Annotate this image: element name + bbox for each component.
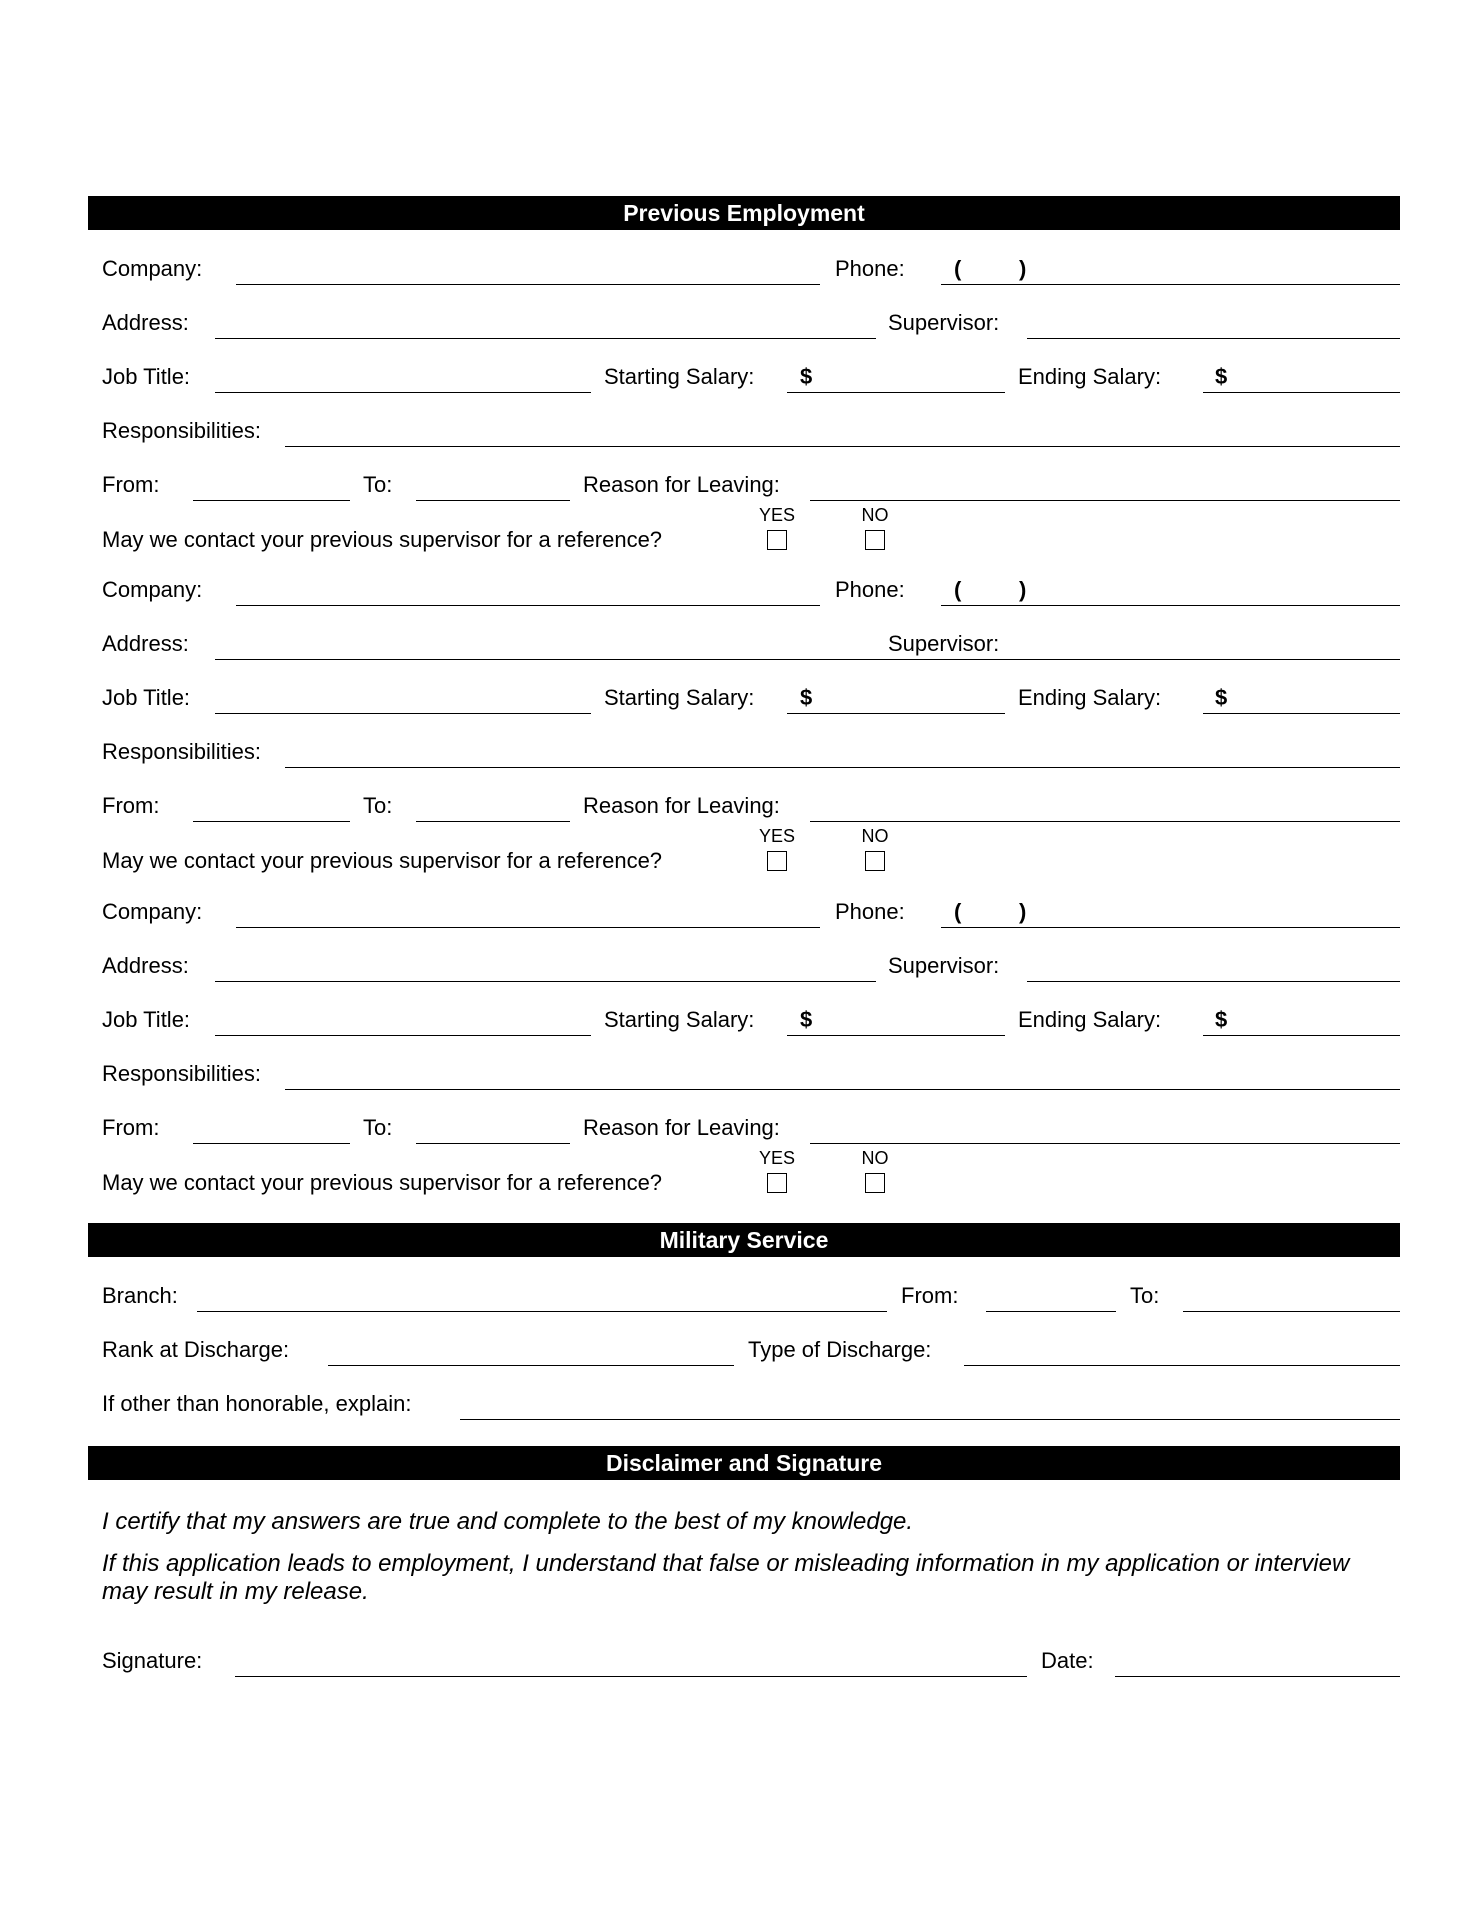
phone-field[interactable] xyxy=(941,605,1400,606)
release-statement: If this application leads to employment, I understand that false or misleading information in my application or interview may result in my release. xyxy=(102,1550,1350,1605)
date-field[interactable] xyxy=(1115,1676,1400,1677)
reason-for-leaving-field[interactable] xyxy=(810,500,1400,501)
to-label: To: xyxy=(363,472,393,497)
military-from-field[interactable] xyxy=(986,1311,1116,1312)
address-field[interactable] xyxy=(215,338,876,339)
from-field[interactable] xyxy=(193,1143,350,1144)
responsibilities-field[interactable] xyxy=(285,446,1400,447)
no-label: NO xyxy=(861,505,889,525)
company-label: Company: xyxy=(102,577,203,602)
yes-label: YES xyxy=(758,826,796,846)
no-label: NO xyxy=(861,826,889,846)
phone-close-paren: ) xyxy=(1019,577,1027,602)
job-title-field[interactable] xyxy=(215,713,591,714)
contact-yes-checkbox[interactable] xyxy=(767,530,787,550)
contact-question: May we contact your previous supervisor for a reference? xyxy=(102,848,663,873)
starting-salary-field[interactable] xyxy=(787,713,1005,714)
ending-salary-label: Ending Salary: xyxy=(1018,685,1162,710)
ending-salary-field[interactable] xyxy=(1203,392,1400,393)
phone-open-paren: ( xyxy=(954,577,962,602)
supervisor-label: Supervisor: xyxy=(888,631,1000,656)
rank-at-discharge-field[interactable] xyxy=(328,1365,734,1366)
section-header-disclaimer-signature: Disclaimer and Signature xyxy=(88,1446,1400,1480)
supervisor-field[interactable] xyxy=(1027,338,1400,339)
reason-for-leaving-label: Reason for Leaving: xyxy=(583,1115,780,1140)
phone-field[interactable] xyxy=(941,284,1400,285)
ending-salary-dollar: $ xyxy=(1215,1007,1228,1032)
supervisor-label: Supervisor: xyxy=(888,310,1000,335)
company-field[interactable] xyxy=(236,284,820,285)
contact-no-checkbox[interactable] xyxy=(865,530,885,550)
ending-salary-label: Ending Salary: xyxy=(1018,364,1162,389)
ending-salary-label: Ending Salary: xyxy=(1018,1007,1162,1032)
address-field[interactable] xyxy=(215,981,876,982)
starting-salary-dollar: $ xyxy=(800,364,813,389)
phone-open-paren: ( xyxy=(954,256,962,281)
starting-salary-dollar: $ xyxy=(800,1007,813,1032)
from-label: From: xyxy=(102,472,160,497)
company-field[interactable] xyxy=(236,927,820,928)
from-field[interactable] xyxy=(193,500,350,501)
supervisor-field[interactable] xyxy=(1027,981,1400,982)
type-of-discharge-label: Type of Discharge: xyxy=(748,1337,932,1362)
to-label: To: xyxy=(363,1115,393,1140)
company-field[interactable] xyxy=(236,605,820,606)
branch-field[interactable] xyxy=(197,1311,887,1312)
ending-salary-field[interactable] xyxy=(1203,713,1400,714)
to-field[interactable] xyxy=(416,821,570,822)
address-label: Address: xyxy=(102,310,189,335)
job-title-label: Job Title: xyxy=(102,364,191,389)
phone-open-paren: ( xyxy=(954,899,962,924)
section-header-previous-employment: Previous Employment xyxy=(88,196,1400,230)
responsibilities-field[interactable] xyxy=(285,767,1400,768)
job-title-label: Job Title: xyxy=(102,1007,191,1032)
address-supervisor-field[interactable] xyxy=(215,659,1400,660)
military-to-label: To: xyxy=(1130,1283,1160,1308)
type-of-discharge-field[interactable] xyxy=(964,1365,1400,1366)
ending-salary-field[interactable] xyxy=(1203,1035,1400,1036)
contact-question: May we contact your previous supervisor for a reference? xyxy=(102,527,663,552)
starting-salary-dollar: $ xyxy=(800,685,813,710)
date-label: Date: xyxy=(1041,1648,1094,1673)
contact-no-checkbox[interactable] xyxy=(865,1173,885,1193)
from-label: From: xyxy=(102,1115,160,1140)
no-label: NO xyxy=(861,1148,889,1168)
from-field[interactable] xyxy=(193,821,350,822)
phone-field[interactable] xyxy=(941,927,1400,928)
yes-label: YES xyxy=(758,505,796,525)
ending-salary-dollar: $ xyxy=(1215,364,1228,389)
reason-for-leaving-label: Reason for Leaving: xyxy=(583,472,780,497)
signature-label: Signature: xyxy=(102,1648,203,1673)
responsibilities-label: Responsibilities: xyxy=(102,739,261,764)
reason-for-leaving-label: Reason for Leaving: xyxy=(583,793,780,818)
phone-close-paren: ) xyxy=(1019,899,1027,924)
certification-statement: I certify that my answers are true and complete to the best of my knowledge. xyxy=(102,1508,914,1535)
section-header-military-service: Military Service xyxy=(88,1223,1400,1257)
reason-for-leaving-field[interactable] xyxy=(810,1143,1400,1144)
starting-salary-field[interactable] xyxy=(787,392,1005,393)
yes-label: YES xyxy=(758,1148,796,1168)
contact-no-checkbox[interactable] xyxy=(865,851,885,871)
responsibilities-field[interactable] xyxy=(285,1089,1400,1090)
company-label: Company: xyxy=(102,899,203,924)
branch-label: Branch: xyxy=(102,1283,178,1308)
military-from-label: From: xyxy=(901,1283,959,1308)
job-title-field[interactable] xyxy=(215,392,591,393)
phone-label: Phone: xyxy=(835,256,905,281)
rank-at-discharge-label: Rank at Discharge: xyxy=(102,1337,290,1362)
responsibilities-label: Responsibilities: xyxy=(102,418,261,443)
job-title-label: Job Title: xyxy=(102,685,191,710)
phone-label: Phone: xyxy=(835,577,905,602)
contact-yes-checkbox[interactable] xyxy=(767,851,787,871)
military-to-field[interactable] xyxy=(1183,1311,1400,1312)
to-field[interactable] xyxy=(416,1143,570,1144)
to-field[interactable] xyxy=(416,500,570,501)
job-title-field[interactable] xyxy=(215,1035,591,1036)
supervisor-label: Supervisor: xyxy=(888,953,1000,978)
to-label: To: xyxy=(363,793,393,818)
explain-field[interactable] xyxy=(460,1419,1400,1420)
address-label: Address: xyxy=(102,631,189,656)
from-label: From: xyxy=(102,793,160,818)
explain-label: If other than honorable, explain: xyxy=(102,1391,412,1416)
company-label: Company: xyxy=(102,256,203,281)
contact-yes-checkbox[interactable] xyxy=(767,1173,787,1193)
starting-salary-field[interactable] xyxy=(787,1035,1005,1036)
address-label: Address: xyxy=(102,953,189,978)
responsibilities-label: Responsibilities: xyxy=(102,1061,261,1086)
starting-salary-label: Starting Salary: xyxy=(604,1007,755,1032)
reason-for-leaving-field[interactable] xyxy=(810,821,1400,822)
ending-salary-dollar: $ xyxy=(1215,685,1228,710)
signature-field[interactable] xyxy=(235,1676,1027,1677)
starting-salary-label: Starting Salary: xyxy=(604,685,755,710)
starting-salary-label: Starting Salary: xyxy=(604,364,755,389)
phone-label: Phone: xyxy=(835,899,905,924)
contact-question: May we contact your previous supervisor for a reference? xyxy=(102,1170,663,1195)
phone-close-paren: ) xyxy=(1019,256,1027,281)
